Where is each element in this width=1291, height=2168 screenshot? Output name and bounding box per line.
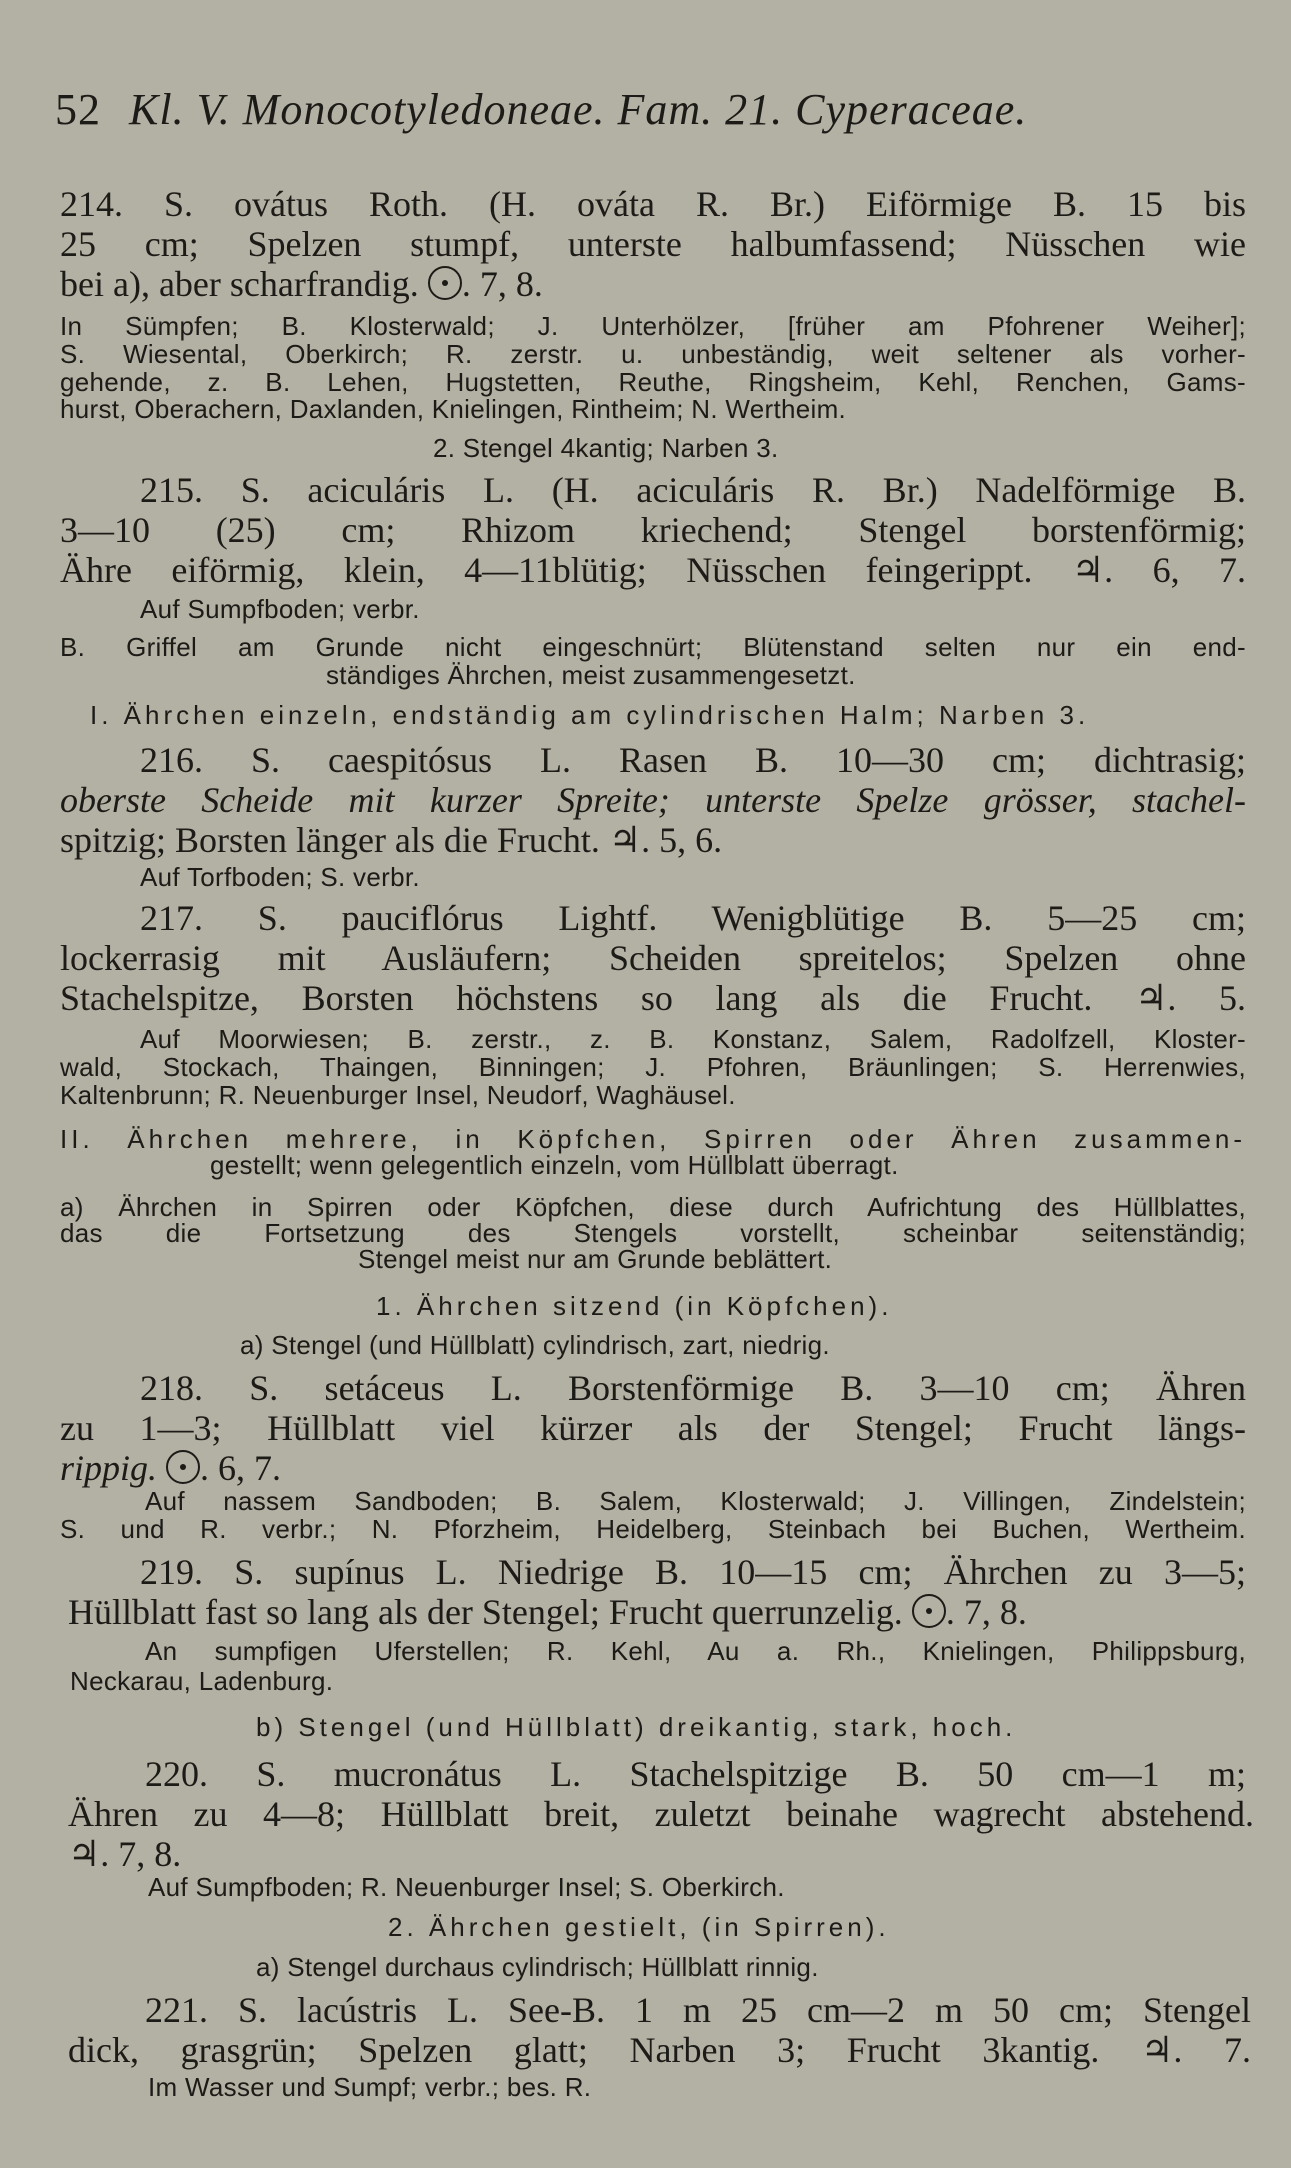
entry-220-line: Ähren zu 4—8; Hüllblatt breit, zuletzt beinahe wagrecht abstehend. [68,1794,1254,1834]
key-heading: II. Ährchen mehrere, in Köpfchen, Spirren oder Ähren zusammen- [60,1124,1246,1154]
key-line: das die Fortsetzung des Stengels vorstellt, scheinbar seitenständig; [60,1218,1246,1248]
key-heading: a) Stengel durchaus cylindrisch; Hüllblatt rinnig. [256,1952,819,1982]
entry-221-line: dick, grasgrün; Spelzen glatt; Narben 3; Frucht 3kantig. ♃. 7. [68,2030,1251,2070]
entry-217-line: 217. S. pauciflórus Lightf. Wenigblütige B. 5—25 cm; [140,898,1246,938]
entry-217-line: Stachelspitze, Borsten höchstens so lang als die Frucht. ♃. 5. [60,978,1246,1018]
entry-214-line [60,264,1246,306]
key-heading: 1. Ährchen sitzend (in Köpfchen). [376,1291,893,1321]
entry-219-line: 219. S. supínus L. Niedrige B. 10—15 cm; Ährchen zu 3—5; [140,1552,1246,1592]
key-line: B. Griffel am Grunde nicht eingeschnürt; Blütenstand selten nur ein end- [60,632,1246,662]
entry-214-line: 25 cm; Spelzen stumpf, unterste halbumfassend; Nüsschen wie [60,224,1246,264]
key-line: Stengel meist nur am Grunde beblättert. [358,1244,833,1274]
entry-220-line: 220. S. mucronátus L. Stachelspitzige B. 50 cm—1 m; [145,1754,1246,1794]
key-heading: a) Stengel (und Hüllblatt) cylindrisch, zart, niedrig. [240,1330,830,1360]
key-heading: I. Ährchen einzeln, endständig am cylindrischen Halm; Narben 3. [90,700,1090,730]
distribution-line: Auf Sumpfboden; R. Neuenburger Insel; S. Oberkirch. [148,1872,785,1902]
distribution-line: S. Wiesental, Oberkirch; R. zerstr. u. unbeständig, weit seltener als vorher- [60,339,1246,369]
entry-215-line: Ähre eiförmig, klein, 4—11blütig; Nüsschen feingerippt. ♃. 6, 7. [60,550,1246,590]
annual-symbol-icon [912,1594,946,1628]
distribution-line: hurst, Oberachern, Daxlanden, Knielingen, Rintheim; N. Wertheim. [60,394,847,424]
page-number: 52 [55,85,101,134]
distribution-line: gehende, z. B. Lehen, Hugstetten, Reuthe, Ringsheim, Kehl, Renchen, Gams- [60,367,1246,397]
entry-215-line: 215. S. aciculáris L. (H. aciculáris R. Br.) Nadelförmige B. [140,470,1246,510]
entry-219-flowering: . 7, 8. [945,1592,1027,1632]
key-heading: 2. Ährchen gestielt, (in Spirren). [388,1912,890,1942]
entry-218-line [60,1448,1246,1490]
entry-216-line: oberste Scheide mit kurzer Spreite; unterste Spelze grösser, stachel- [60,780,1246,820]
entry-215-line: 3—10 (25) cm; Rhizom kriechend; Stengel borstenförmig; [60,510,1246,550]
entry-214-flowering: . 7, 8. [461,264,543,304]
annual-symbol-icon [428,266,462,300]
key-line: ständiges Ährchen, meist zusammengesetzt. [326,660,856,690]
entry-217-line: lockerrasig mit Ausläufern; Scheiden spreitelos; Spelzen ohne [60,938,1246,978]
running-header [55,84,1027,135]
distribution-line: Auf nassem Sandboden; B. Salem, Klosterwald; J. Villingen, Zindelstein; [145,1486,1246,1516]
annual-symbol-icon [166,1450,200,1484]
entry-216-line: 216. S. caespitósus L. Rasen B. 10—30 cm; dichtrasig; [140,740,1246,780]
key-heading: 2. Stengel 4kantig; Narben 3. [433,433,779,463]
key-line: a) Ährchen in Spirren oder Köpfchen, diese durch Aufrichtung des Hüllblattes, [60,1192,1246,1222]
entry-221-line: 221. S. lacústris L. See-B. 1 m 25 cm—2 m 50 cm; Stengel [145,1990,1251,2030]
distribution-line: Im Wasser und Sumpf; verbr.; bes. R. [148,2072,592,2102]
entry-218-line: zu 1—3; Hüllblatt viel kürzer als der Stengel; Frucht längs- [60,1408,1246,1448]
entry-218-text: rippig. [60,1448,158,1488]
distribution-line: Auf Sumpfboden; verbr. [140,594,420,624]
entry-216-line: spitzig; Borsten länger als die Frucht. ♃. 5, 6. [60,820,723,860]
distribution-line: Kaltenbrunn; R. Neuenburger Insel, Neudorf, Waghäusel. [60,1080,736,1110]
distribution-line: In Sümpfen; B. Klosterwald; J. Unterhölzer, [früher am Pfohrener Weiher]; [60,311,1246,341]
key-heading: b) Stengel (und Hüllblatt) dreikantig, stark, hoch. [256,1712,1017,1742]
header-title: Kl. V. Monocotyledoneae. Fam. 21. Cyperaceae. [129,85,1028,134]
distribution-line: Auf Moorwiesen; B. zerstr., z. B. Konstanz, Salem, Radolfzell, Kloster- [140,1024,1246,1054]
entry-218-line: 218. S. setáceus L. Borstenförmige B. 3—10 cm; Ähren [140,1368,1246,1408]
distribution-line: An sumpfigen Uferstellen; R. Kehl, Au a. Rh., Knielingen, Philippsburg, [145,1636,1246,1666]
distribution-line: S. und R. verbr.; N. Pforzheim, Heidelberg, Steinbach bei Buchen, Wertheim. [60,1514,1246,1544]
distribution-line: wald, Stockach, Thaingen, Binningen; J. Pfohren, Bräunlingen; S. Herrenwies, [60,1052,1246,1082]
entry-214-line: 214. S. ovátus Roth. (H. ováta R. Br.) Eiförmige B. 15 bis [60,184,1246,224]
distribution-line: Neckarau, Ladenburg. [70,1666,334,1696]
entry-218-flowering: . 6, 7. [200,1448,282,1488]
entry-220-line: ♃. 7, 8. [68,1834,182,1874]
entry-219-line [68,1592,1254,1634]
entry-214-text: bei a), aber scharfrandig. [60,264,419,304]
key-line: gestellt; wenn gelegentlich einzeln, vom Hüllblatt überragt. [210,1150,899,1180]
entry-219-text: Hüllblatt fast so lang als der Stengel; Frucht querrunzelig. [68,1592,903,1632]
distribution-line: Auf Torfboden; S. verbr. [140,862,420,892]
